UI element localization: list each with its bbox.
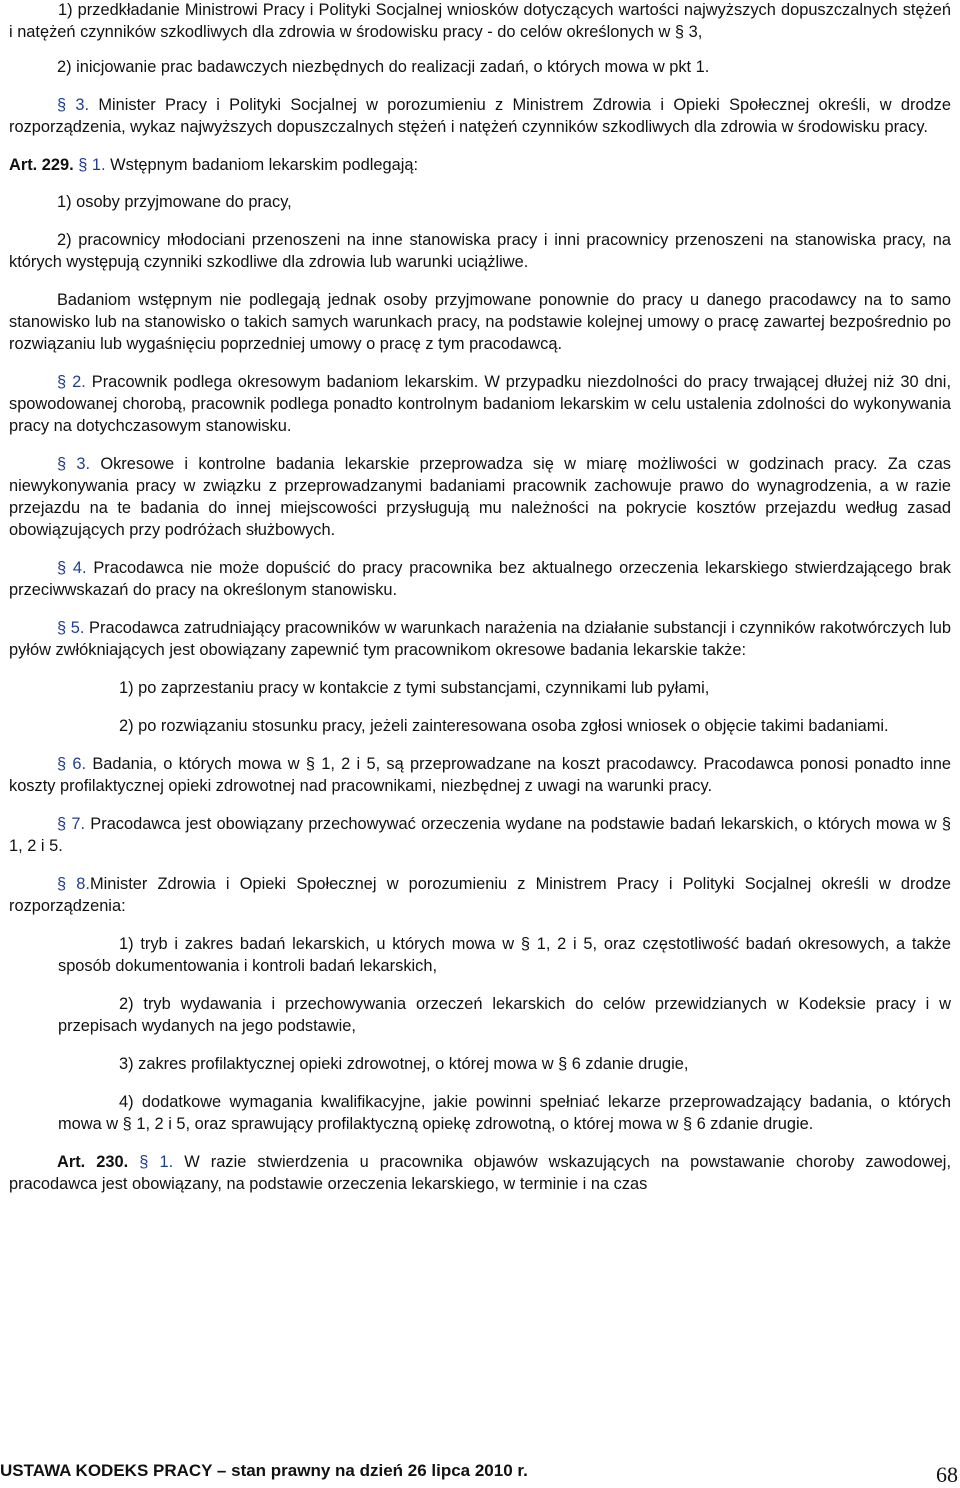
text: 2) tryb wydawania i przechowywania orzeczeń lekarskich do celów przewidzianych w Kodeksie pracy i w przepisach wydanych na jego podstawie, bbox=[58, 995, 951, 1035]
paragraph bbox=[9, 1053, 951, 1075]
paragraph bbox=[9, 191, 951, 213]
paragraph bbox=[9, 933, 951, 977]
text: Badania, o których mowa w § 1, 2 i 5, są przeprowadzane na koszt pracodawcy. Pracodawca ponosi ponadto inne koszty profilaktycznej opieki zdrowotnej nad pracownikami, niezbędnej z uwagi na warunki pracy. bbox=[9, 755, 951, 795]
text: 2) pracownicy młodociani przenoszeni na inne stanowiska pracy i inni pracownicy przenoszeni na stanowiska pracy, na których występują czynniki szkodliwe dla zdrowia lub warunki uciążliwe. bbox=[9, 231, 951, 271]
paragraph bbox=[9, 753, 951, 797]
text: 3) zakres profilaktycznej opieki zdrowotnej, o której mowa w § 6 zdanie drugie, bbox=[119, 1055, 689, 1073]
text: Pracodawca jest obowiązany przechowywać orzeczenia wydane na podstawie badań lekarskich, o których mowa w § 1, 2 i 5. bbox=[9, 815, 952, 855]
text: 2) inicjowanie prac badawczych niezbędnych do realizacji zadań, o których mowa w pkt 1. bbox=[57, 58, 710, 76]
paragraph bbox=[9, 1091, 951, 1135]
text: W razie stwierdzenia u pracownika objawów wskazujących na powstawanie choroby zawodowej, pracodawca jest obowiązany, na podstawie orzeczenia lekarskiego, w terminie i na czas bbox=[9, 1153, 952, 1193]
text: Minister Pracy i Polityki Socjalnej w porozumieniu z Ministrem Zdrowia i Opieki Społecznej określi, w drodze rozporządzenia, wykaz najwyższych dopuszczalnych stężeń i natężeń czynników szkodliwych dla zdrowia w środowisku pracy. bbox=[9, 96, 951, 136]
text: 4) dodatkowe wymagania kwalifikacyjne, jakie powinni spełniać lekarze przeprowadzający badania, o których mowa w § 1, 2 i 5, oraz sprawujący profilaktyczną opiekę zdrowotną, o której mowa w § 6 zdanie drugie. bbox=[58, 1093, 951, 1133]
text: Pracodawca nie może dopuścić do pracy pracownika bez aktualnego orzeczenia lekarskiego stwierdzającego brak przeciwwskazań do pracy na określonym stanowisku. bbox=[9, 559, 952, 599]
paragraph bbox=[9, 0, 951, 43]
page-number: 68 bbox=[936, 1462, 958, 1487]
paragraph bbox=[9, 813, 951, 857]
paragraph bbox=[9, 289, 951, 355]
article-heading-229 bbox=[9, 154, 951, 176]
paragraph bbox=[9, 873, 951, 917]
section-number: § 3. bbox=[57, 455, 91, 473]
text: Minister Zdrowia i Opieki Społecznej w porozumieniu z Ministrem Pracy i Polityki Socjalnej określi w drodze rozporządzenia: bbox=[9, 875, 952, 915]
section-number: § 6. bbox=[57, 755, 87, 773]
paragraph bbox=[9, 229, 951, 273]
text: 1) tryb i zakres badań lekarskich, u których mowa w § 1, 2 i 5, oraz częstotliwość badań okresowych, a także sposób dokumentowania i kontroli badań lekarskich, bbox=[58, 935, 951, 975]
section-number: § 5. bbox=[57, 619, 85, 637]
text: Wstępnym badaniom lekarskim podlegają: bbox=[105, 156, 419, 174]
paragraph bbox=[9, 56, 951, 78]
text: 1) po zaprzestaniu pracy w kontakcie z tymi substancjami, czynnikami lub pyłami, bbox=[119, 679, 710, 697]
article-heading-230 bbox=[9, 1151, 951, 1195]
paragraph bbox=[9, 94, 951, 138]
article-label: Art. 229. bbox=[9, 156, 74, 174]
text: 2) po rozwiązaniu stosunku pracy, jeżeli zainteresowana osoba zgłosi wniosek o objęcie takimi badaniami. bbox=[119, 717, 889, 735]
paragraph bbox=[9, 557, 951, 601]
paragraph bbox=[9, 993, 951, 1037]
text: Pracownik podlega okresowym badaniom lekarskim. W przypadku niezdolności do pracy trwającej dłużej niż 30 dni, spowodowanej chorobą, pracownik podlega ponadto kontrolnym badaniom lekarskim w celu ustalenia zdolności do wykonywania pracy na dotychczasowym stanowisku. bbox=[9, 373, 951, 435]
section-number: § 4. bbox=[57, 559, 87, 577]
section-number: § 3. bbox=[57, 96, 90, 114]
paragraph bbox=[9, 617, 951, 661]
paragraph bbox=[9, 715, 951, 737]
article-label: Art. 230. bbox=[57, 1153, 129, 1171]
text: 1) osoby przyjmowane do pracy, bbox=[57, 193, 292, 211]
text: Badaniom wstępnym nie podlegają jednak osoby przyjmowane ponownie do pracy u danego pracodawcy na to samo stanowisko lub na stanowisko o takich samych warunkach pracy, na podstawie kolejnej umowy o pracę zawartej bezpośrednio po rozwiązaniu lub wygaśnięciu poprzedniej umowy o pracę z tym pracodawcą. bbox=[9, 291, 951, 353]
paragraph bbox=[9, 371, 951, 437]
section-number: § 2. bbox=[57, 373, 86, 391]
section-number: § 1. bbox=[128, 1153, 174, 1171]
text: Okresowe i kontrolne badania lekarskie przeprowadza się w miarę możliwości w godzinach pracy. Za czas niewykonywania pracy w związku z przeprowadzanymi badaniami pracownik zachowuje prawo do wynagrodzenia, a w razie przejazdu na te badania do innej miejscowości przysługują mu należności na pokrycie kosztów przejazdu według zasad obowiązujących przy podróżach służbowych. bbox=[9, 455, 952, 539]
section-number: § 8. bbox=[57, 875, 90, 893]
footer-title: USTAWA KODEKS PRACY – stan prawny na dzień 26 lipca 2010 r. bbox=[0, 1461, 528, 1480]
text: 1) przedkładanie Ministrowi Pracy i Polityki Socjalnej wniosków dotyczących wartości najwyższych dopuszczalnych stężeń i natężeń czynników szkodliwych dla zdrowia w środowisku pracy - do celów określonych w § 3, bbox=[9, 1, 951, 41]
text: Pracodawca zatrudniający pracowników w warunkach narażenia na działanie substancji i czynników rakotwórczych lub pyłów zwłókniających jest obowiązany zapewnić tym pracownikom okresowe badania lekarskie także: bbox=[9, 619, 951, 659]
section-number: § 7. bbox=[57, 815, 86, 833]
section-number: § 1. bbox=[73, 156, 106, 174]
paragraph bbox=[9, 677, 951, 699]
paragraph bbox=[9, 453, 951, 541]
page-footer bbox=[0, 1457, 960, 1486]
document-page bbox=[9, 0, 951, 1195]
